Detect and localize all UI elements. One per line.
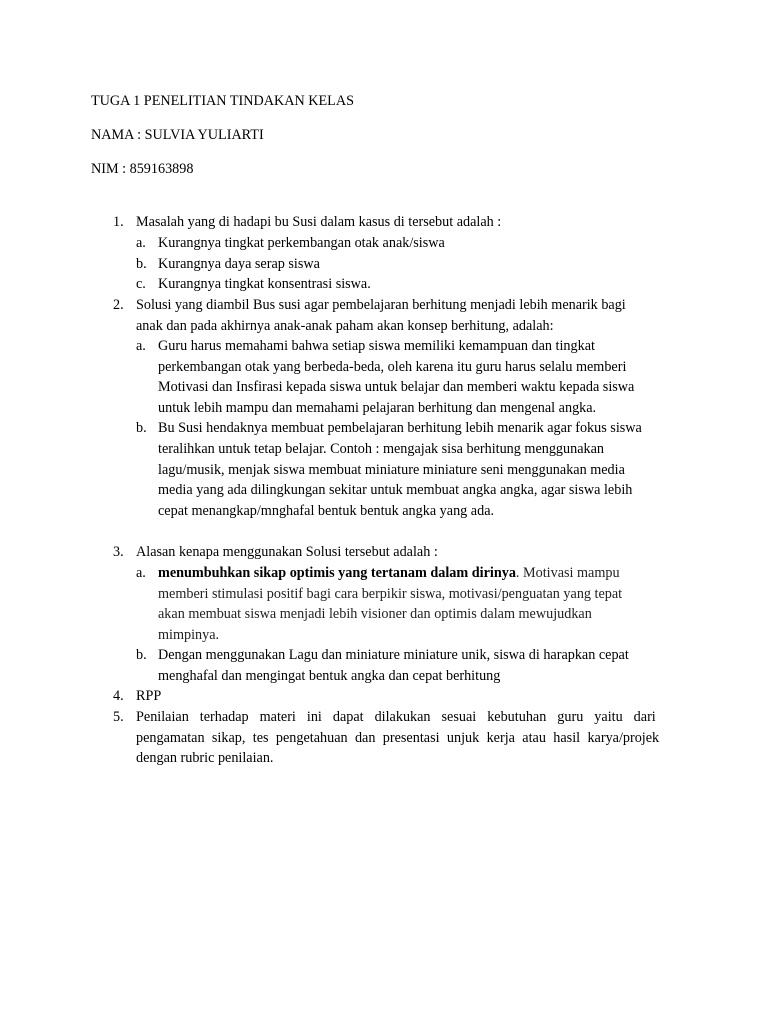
q2-item-b-line-3: lagu/musik, menjak siswa membuat miniature miniature seni menggunakan media xyxy=(158,462,625,478)
q3-item-a-bold: menumbuhkan sikap optimis yang tertanam dalam dirinya xyxy=(158,565,516,581)
q2-item-a-marker: a. xyxy=(136,338,146,354)
list-number-1: 1. xyxy=(113,214,124,230)
q3-item-a-line-3: akan membuat siswa menjadi lebih visioner dan optimis dalam mewujudkan xyxy=(158,606,592,622)
q1-item-c-marker: c. xyxy=(136,276,146,292)
q1-item-b-marker: b. xyxy=(136,256,147,272)
q1-item-a: Kurangnya tingkat perkembangan otak anak/siswa xyxy=(158,235,445,251)
q1-item-c: Kurangnya tingkat konsentrasi siswa. xyxy=(158,276,371,292)
q2-item-a-line-4: untuk lebih mampu dan memahami pelajaran berhitung dan mengenal angka. xyxy=(158,400,597,416)
q2-item-b-line-5: cepat menangkap/mnghafal bentuk bentuk angka yang ada. xyxy=(158,503,495,519)
q3-item-a-line-4: mimpinya. xyxy=(158,627,220,643)
q2-item-b-line-4: media yang ada dilingkungan sekitar untuk membuat angka angka, agar siswa lebih xyxy=(158,482,633,498)
q1-text: Masalah yang di hadapi bu Susi dalam kasus di tersebut adalah : xyxy=(136,214,502,230)
q2-item-b-line-1: Bu Susi hendaknya membuat pembelajaran berhitung lebih menarik agar fokus siswa xyxy=(158,420,642,436)
list-number-4: 4. xyxy=(113,688,124,704)
student-nim: NIM : 859163898 xyxy=(91,161,194,177)
q5-line-1: Penilaian terhadap materi ini dapat dilakukan sesuai kebutuhan guru yaitu dari xyxy=(136,709,656,725)
q2-item-a-line-1: Guru harus memahami bahwa setiap siswa memiliki kemampuan dan tingkat xyxy=(158,338,595,354)
q3-item-a-line-1 xyxy=(158,563,620,583)
q3-item-b-line-1: Dengan menggunakan Lagu dan miniature miniature unik, siswa di harapkan cepat xyxy=(158,647,629,663)
list-number-2: 2. xyxy=(113,297,124,313)
q3-item-b-line-2: menghafal dan mengingat bentuk angka dan cepat berhitung xyxy=(158,668,501,684)
q5-line-2: pengamatan sikap, tes pengetahuan dan presentasi unjuk kerja atau hasil karya/projek xyxy=(136,730,660,746)
q2-item-a-line-3: Motivasi dan Insfirasi kepada siswa untuk belajar dan memberi waktu kepada siswa xyxy=(158,379,635,395)
q2-line-2: anak dan pada akhirnya anak-anak paham akan konsep berhitung, adalah: xyxy=(136,318,554,334)
doc-title: TUGA 1 PENELITIAN TINDAKAN KELAS xyxy=(91,93,354,109)
q3-item-a-rest: . Motivasi mampu xyxy=(515,565,620,581)
list-number-5: 5. xyxy=(113,709,124,725)
q2-item-b-line-2: teralihkan untuk tetap belajar. Contoh : mengajak sisa berhitung menggunakan xyxy=(158,441,604,457)
q3-item-a-line-2: memberi stimulasi positif bagi cara berpikir siswa, motivasi/penguatan yang tepat xyxy=(158,586,623,602)
q2-item-b-marker: b. xyxy=(136,420,147,436)
list-number-3: 3. xyxy=(113,544,124,560)
q3-item-b-marker: b. xyxy=(136,647,147,663)
q2-line-1: Solusi yang diambil Bus susi agar pembelajaran berhitung menjadi lebih menarik bagi xyxy=(136,297,626,313)
q2-item-a-line-2: perkembangan otak yang berbeda-beda, oleh karena itu guru harus selalu memberi xyxy=(158,359,627,375)
q5-line-3: dengan rubric penilaian. xyxy=(136,750,274,766)
student-name: NAMA : SULVIA YULIARTI xyxy=(91,127,264,143)
q4-text: RPP xyxy=(136,688,162,704)
q1-item-b: Kurangnya daya serap siswa xyxy=(158,256,320,272)
q1-item-a-marker: a. xyxy=(136,235,146,251)
q3-text: Alasan kenapa menggunakan Solusi tersebut adalah : xyxy=(136,544,438,560)
q3-item-a-marker: a. xyxy=(136,565,146,581)
